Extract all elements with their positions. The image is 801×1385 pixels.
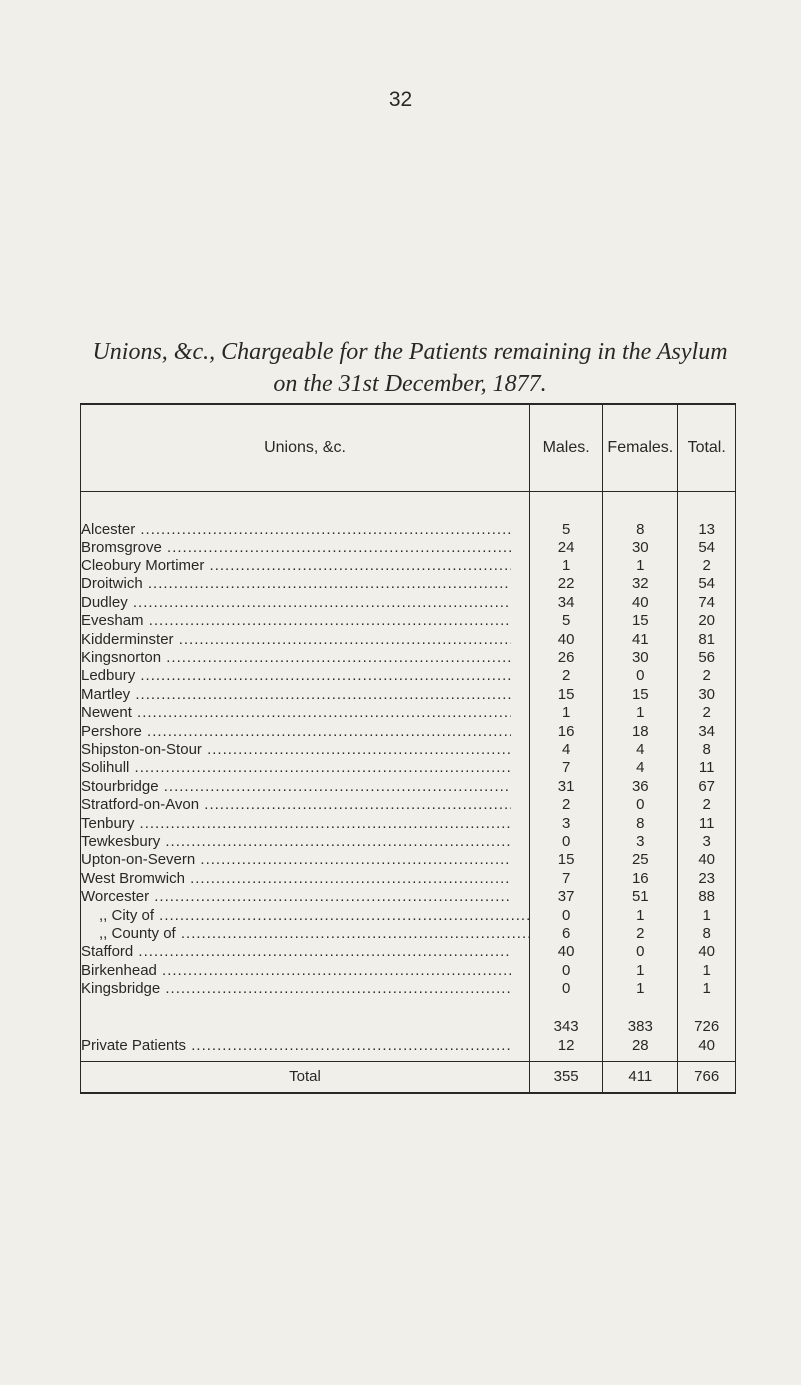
females-cell: 0 xyxy=(603,667,678,685)
females-cell: 1 xyxy=(603,961,678,979)
total-cell: 11 xyxy=(678,759,736,777)
total-cell: 3 xyxy=(678,833,736,851)
females-cell: 25 xyxy=(603,851,678,869)
total-cell: 766 xyxy=(678,1061,736,1093)
males-cell: 5 xyxy=(530,612,603,630)
table-row xyxy=(81,961,736,979)
females-cell: 1 xyxy=(603,980,678,998)
females-cell: 30 xyxy=(603,539,678,557)
females-cell: 383 xyxy=(603,1018,678,1036)
males-cell: 40 xyxy=(530,630,603,648)
total-cell: 726 xyxy=(678,1018,736,1036)
page-title xyxy=(60,336,760,400)
females-cell: 40 xyxy=(603,594,678,612)
total-cell: 2 xyxy=(678,557,736,575)
page-number: 32 xyxy=(388,88,413,111)
males-cell: 16 xyxy=(530,722,603,740)
union-name: ,, County of ..... xyxy=(81,925,529,943)
total-cell: 56 xyxy=(678,649,736,667)
females-cell: 3 xyxy=(603,833,678,851)
grand-total-row xyxy=(81,1061,736,1093)
males-cell: 26 xyxy=(530,649,603,667)
union-name: Evesham ..... xyxy=(81,612,511,630)
females-cell: 1 xyxy=(603,704,678,722)
spacer-row xyxy=(81,998,736,1018)
table-row xyxy=(81,796,736,814)
females-cell: 0 xyxy=(603,796,678,814)
table-row xyxy=(81,722,736,740)
females-cell: 1 xyxy=(603,906,678,924)
table-row xyxy=(81,514,736,539)
males-cell: 1 xyxy=(530,704,603,722)
union-name: Worcester ..... xyxy=(81,888,511,906)
table-row xyxy=(81,667,736,685)
males-cell: 0 xyxy=(530,961,603,979)
union-name: Stafford ..... xyxy=(81,943,511,961)
table-row xyxy=(81,943,736,961)
females-cell: 51 xyxy=(603,888,678,906)
union-name: Kingsnorton ..... xyxy=(81,649,511,667)
females-cell: 15 xyxy=(603,612,678,630)
total-cell: 1 xyxy=(678,980,736,998)
total-cell: 54 xyxy=(678,575,736,593)
header-unions: Unions, &c. xyxy=(81,404,530,491)
union-name: Ledbury ..... xyxy=(81,667,511,685)
table-row xyxy=(81,649,736,667)
unions-table xyxy=(80,403,736,1094)
females-cell: 8 xyxy=(603,514,678,539)
females-cell: 4 xyxy=(603,759,678,777)
total-cell: 67 xyxy=(678,778,736,796)
union-name: Dudley ..... xyxy=(81,594,511,612)
union-name: Shipston-on-Stour ..... xyxy=(81,741,511,759)
males-cell: 7 xyxy=(530,759,603,777)
table-row xyxy=(81,778,736,796)
table-row xyxy=(81,539,736,557)
males-cell: 24 xyxy=(530,539,603,557)
males-cell: 3 xyxy=(530,814,603,832)
males-cell: 4 xyxy=(530,741,603,759)
union-name: Martley ..... xyxy=(81,686,511,704)
header-females: Females. xyxy=(603,404,678,491)
union-name: Solihull ..... xyxy=(81,759,511,777)
females-cell: 15 xyxy=(603,686,678,704)
males-cell: 0 xyxy=(530,980,603,998)
males-cell: 0 xyxy=(530,906,603,924)
females-cell: 41 xyxy=(603,630,678,648)
total-cell: 2 xyxy=(678,796,736,814)
union-name: Bromsgrove ..... xyxy=(81,539,511,557)
males-cell: 355 xyxy=(530,1061,603,1093)
table-row xyxy=(81,630,736,648)
table-row xyxy=(81,814,736,832)
table-row xyxy=(81,906,736,924)
males-cell: 0 xyxy=(530,833,603,851)
total-cell: 23 xyxy=(678,870,736,888)
union-name: Cleobury Mortimer ..... xyxy=(81,557,511,575)
total-cell: 8 xyxy=(678,741,736,759)
males-cell: 1 xyxy=(530,557,603,575)
males-cell: 2 xyxy=(530,796,603,814)
males-cell: 15 xyxy=(530,686,603,704)
total-cell: 8 xyxy=(678,925,736,943)
total-cell: 54 xyxy=(678,539,736,557)
table-row xyxy=(81,759,736,777)
union-name: Birkenhead ..... xyxy=(81,962,511,980)
union-name: Upton-on-Severn ..... xyxy=(81,851,511,869)
table-body xyxy=(81,491,736,1093)
females-cell: 411 xyxy=(603,1061,678,1093)
males-cell: 22 xyxy=(530,575,603,593)
females-cell: 36 xyxy=(603,778,678,796)
total-cell: 13 xyxy=(678,514,736,539)
title-line-2: on the 31st December, 1877. xyxy=(273,371,547,397)
males-cell: 6 xyxy=(530,925,603,943)
total-cell: 2 xyxy=(678,667,736,685)
males-cell: 2 xyxy=(530,667,603,685)
females-cell: 0 xyxy=(603,943,678,961)
union-name: West Bromwich ..... xyxy=(81,870,511,888)
union-name: Tenbury ..... xyxy=(81,815,511,833)
union-name: Alcester ..... xyxy=(81,521,511,539)
header-total: Total. xyxy=(678,404,736,491)
union-name: Newent ..... xyxy=(81,704,511,722)
total-cell: 20 xyxy=(678,612,736,630)
total-cell: 30 xyxy=(678,686,736,704)
total-cell: 40 xyxy=(678,851,736,869)
males-cell: 343 xyxy=(530,1018,603,1036)
total-cell: 74 xyxy=(678,594,736,612)
total-cell: 11 xyxy=(678,814,736,832)
males-cell: 37 xyxy=(530,888,603,906)
males-cell: 5 xyxy=(530,514,603,539)
union-name: Pershore ..... xyxy=(81,723,511,741)
females-cell: 32 xyxy=(603,575,678,593)
union-name: Kingsbridge ..... xyxy=(81,980,511,998)
union-name: ,, City of ..... xyxy=(81,907,529,925)
total-cell: 34 xyxy=(678,722,736,740)
table-row xyxy=(81,925,736,943)
table-row xyxy=(81,833,736,851)
total-cell: 40 xyxy=(678,943,736,961)
table-row xyxy=(81,704,736,722)
union-name: Stourbridge ..... xyxy=(81,778,511,796)
table-row xyxy=(81,980,736,998)
header-males: Males. xyxy=(530,404,603,491)
table-row xyxy=(81,686,736,704)
subtotal-row xyxy=(81,1018,736,1036)
females-cell: 16 xyxy=(603,870,678,888)
table-header-row xyxy=(81,404,736,491)
females-cell: 1 xyxy=(603,557,678,575)
title-line-1: Unions, &c., Chargeable for the Patients remaining in the Asylum xyxy=(92,339,728,365)
union-name: Tewkesbury ..... xyxy=(81,833,511,851)
females-cell: 8 xyxy=(603,814,678,832)
union-name: Stratford-on-Avon ..... xyxy=(81,796,511,814)
table-row xyxy=(81,575,736,593)
table-row xyxy=(81,851,736,869)
table-row xyxy=(81,594,736,612)
private-patients-row xyxy=(81,1037,736,1062)
total-cell: 81 xyxy=(678,630,736,648)
females-cell: 4 xyxy=(603,741,678,759)
total-cell: 40 xyxy=(678,1037,736,1062)
table-row xyxy=(81,888,736,906)
females-cell: 28 xyxy=(603,1037,678,1062)
union-name: Total xyxy=(289,1067,321,1085)
total-cell: 88 xyxy=(678,888,736,906)
total-cell: 1 xyxy=(678,906,736,924)
union-name: Kidderminster ..... xyxy=(81,631,511,649)
table-row xyxy=(81,612,736,630)
table-row xyxy=(81,741,736,759)
females-cell: 30 xyxy=(603,649,678,667)
males-cell: 34 xyxy=(530,594,603,612)
total-cell: 2 xyxy=(678,704,736,722)
males-cell: 15 xyxy=(530,851,603,869)
table-row xyxy=(81,557,736,575)
females-cell: 18 xyxy=(603,722,678,740)
total-cell: 1 xyxy=(678,961,736,979)
table-row xyxy=(81,870,736,888)
males-cell: 31 xyxy=(530,778,603,796)
spacer-row xyxy=(81,491,736,514)
females-cell: 2 xyxy=(603,925,678,943)
union-name: Droitwich ..... xyxy=(81,575,511,593)
union-name: Private Patients ..... xyxy=(81,1037,511,1055)
males-cell: 40 xyxy=(530,943,603,961)
males-cell: 12 xyxy=(530,1037,603,1062)
males-cell: 7 xyxy=(530,870,603,888)
